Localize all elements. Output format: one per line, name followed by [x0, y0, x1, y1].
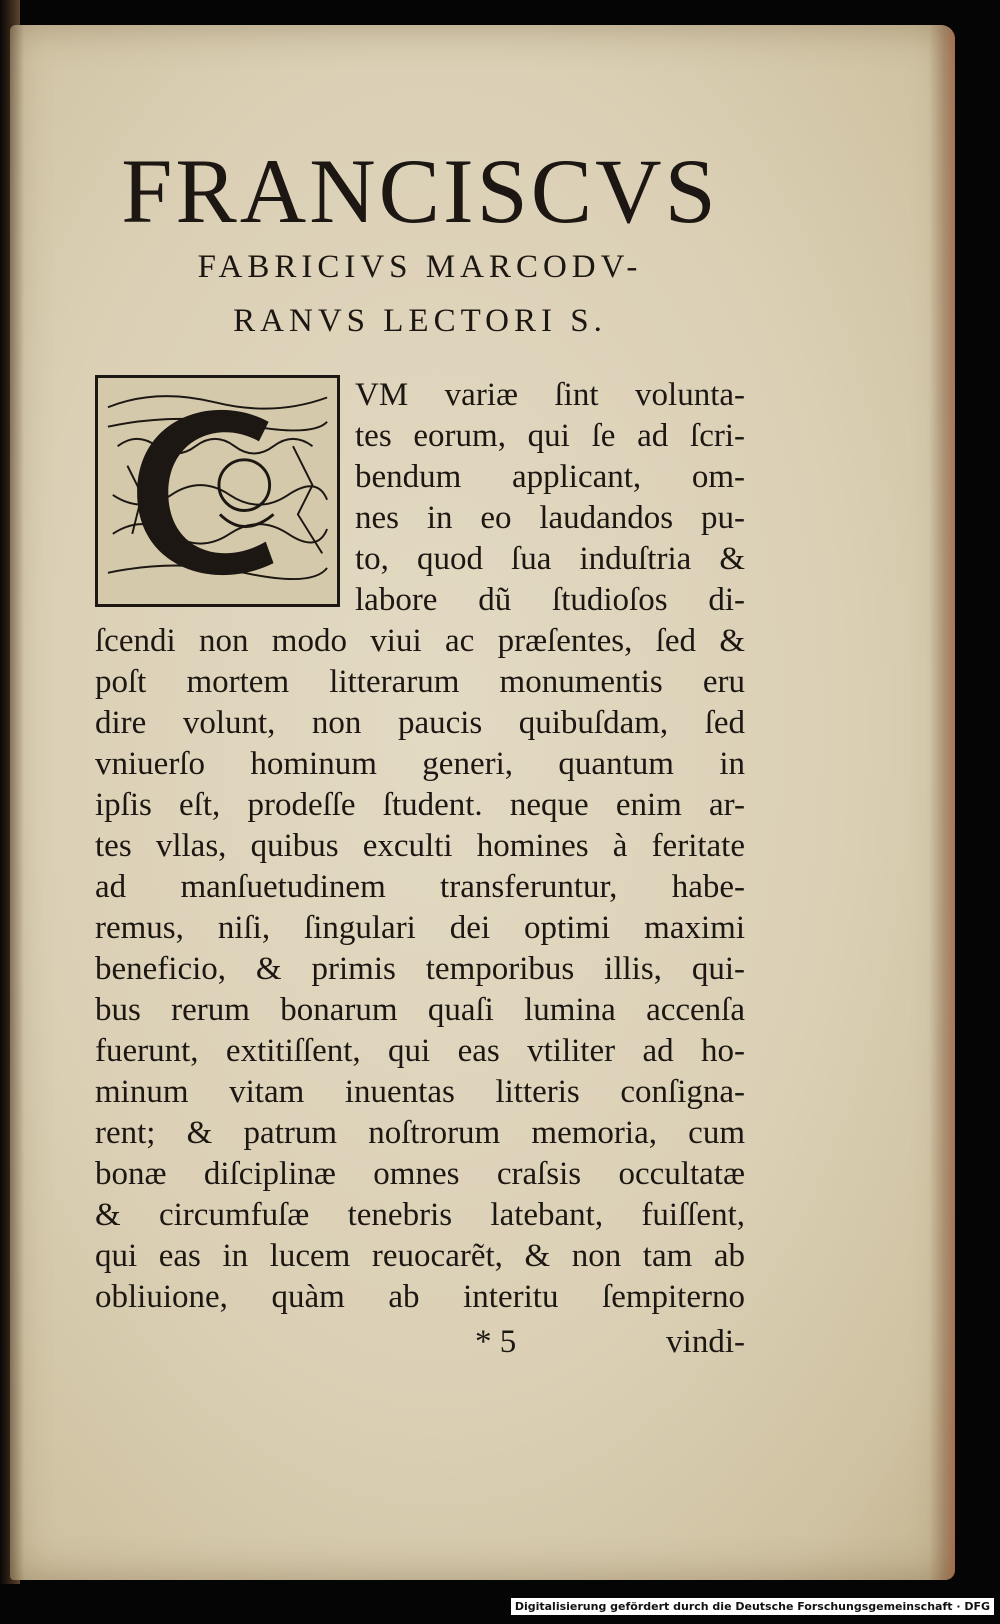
- book-page: [10, 25, 955, 1580]
- text-line: poſt mortem litterarum monumentis eru: [95, 664, 745, 700]
- text-line: vniuerſo hominum generi, quantum in: [95, 746, 745, 782]
- text-line: nes in eo laudandos pu-: [355, 500, 745, 536]
- text-line: bonæ diſciplinæ omnes craſsis occultatæ: [95, 1156, 745, 1192]
- page-gutter-shadow: [10, 25, 24, 1580]
- text-line: & circumfuſæ tenebris latebant, fuiſſent,: [95, 1197, 745, 1233]
- text-line: remus, niſi, ſingulari dei optimi maximi: [95, 910, 745, 946]
- text-line: to, quod ſua induſtria &: [355, 541, 745, 577]
- text-line: rent; & patrum noſtrorum memoria, cum: [95, 1115, 745, 1151]
- text-block: [95, 125, 745, 1363]
- footer-bar: [0, 1584, 1000, 1624]
- text-line: dire volunt, non paucis quibuſdam, ſed: [95, 705, 745, 741]
- text-line: qui eas in lucem reuocarẽt, & non tam ab: [95, 1238, 745, 1274]
- text-line: labore dũ ſtudioſos di-: [355, 582, 745, 618]
- page-foot: [95, 1322, 745, 1363]
- signature-mark: * 5: [475, 1324, 517, 1360]
- page-title: FRANCISCVS: [121, 140, 719, 242]
- subtitle-line-1: FABRICIVS MARCODV-: [197, 249, 643, 285]
- text-line: beneficio, & primis temporibus illis, qui-: [95, 951, 745, 987]
- body-text: [95, 375, 745, 1363]
- text-line: ad manſuetudinem transferuntur, habe-: [95, 869, 745, 905]
- text-line: tes eorum, qui ſe ad ſcri-: [355, 418, 745, 454]
- text-line: bus rerum bonarum quaſi lumina accenſa: [95, 992, 745, 1028]
- catchword: vindi-: [666, 1324, 745, 1360]
- woodcut-illustration-icon: [98, 378, 337, 604]
- page-fore-edge: [929, 25, 955, 1580]
- text-line: ipſis eſt, prodeſſe ſtudent. neque enim ar-: [95, 787, 745, 823]
- text-line: fuerunt, extitiſſent, qui eas vtiliter ad ho-: [95, 1033, 745, 1069]
- text-line: VM variæ ſint volunta-: [355, 377, 745, 413]
- text-line: bendum applicant, om-: [355, 459, 745, 495]
- decorated-initial-c: [95, 375, 340, 607]
- subtitle-line-2: RANVS LECTORI S.: [233, 303, 607, 339]
- text-line: minum vitam inuentas litteris conſigna-: [95, 1074, 745, 1110]
- dfg-credit: Digitalisierung gefördert durch die Deutsche Forschungsgemeinschaft · DFG: [511, 1598, 994, 1615]
- text-line: tes vllas, quibus exculti homines à feritate: [95, 828, 745, 864]
- text-line: obliuione, quàm ab interitu ſempiterno: [95, 1279, 745, 1315]
- text-line: ſcendi non modo viui ac præſentes, ſed &: [95, 623, 745, 659]
